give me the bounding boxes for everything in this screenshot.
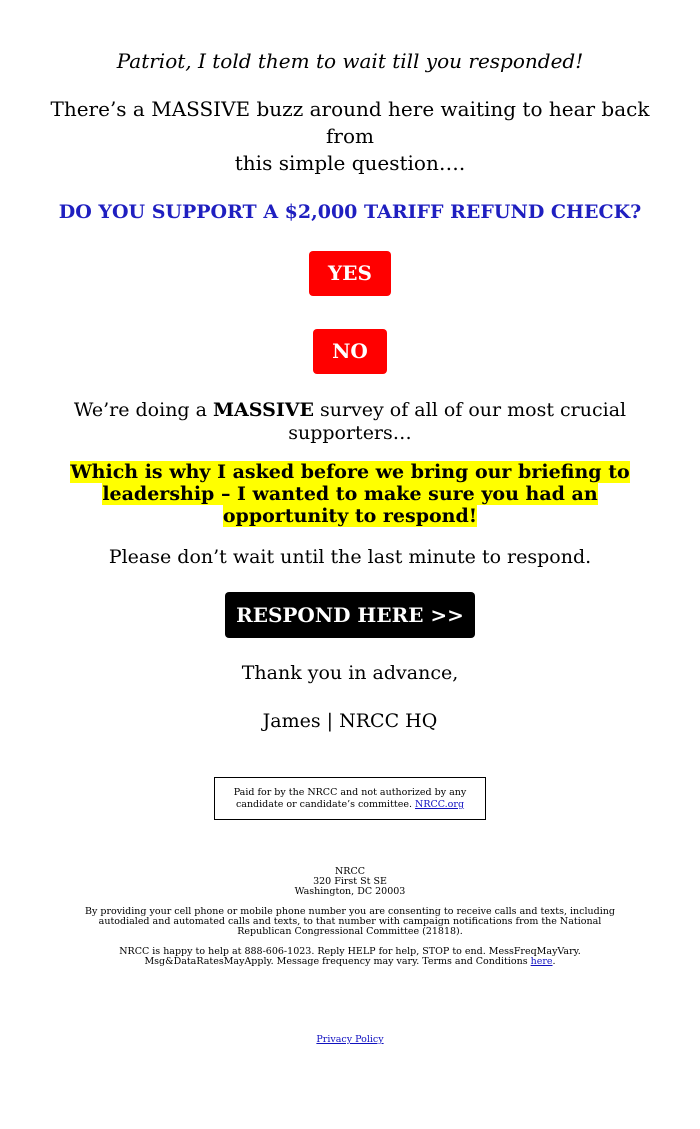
address-name: NRCC bbox=[334, 866, 365, 877]
yes-button-row bbox=[50, 251, 650, 296]
buzz-line-1: There’s a MASSIVE buzz around here waiting to hear back from bbox=[50, 97, 650, 148]
address-street: 320 First St SE bbox=[313, 876, 387, 887]
help-line-2: Msg&DataRatesMayApply. Message frequency may vary. Terms and Conditions bbox=[144, 956, 531, 967]
yes-button[interactable]: YES bbox=[309, 251, 391, 296]
survey-line-2: supporters… bbox=[288, 422, 412, 444]
help-end: . bbox=[552, 956, 556, 967]
survey-paragraph bbox=[50, 399, 650, 445]
respond-here-button[interactable]: RESPOND HERE >> bbox=[225, 592, 475, 638]
disclaimer-line-2: candidate or candidate’s committee. bbox=[235, 799, 415, 810]
respond-button-row bbox=[50, 592, 650, 638]
help-line-1: NRCC is happy to help at 888-606-1023. Reply HELP for help, STOP to end. MessFreqMayVary. bbox=[119, 946, 581, 957]
survey-bold-word: MASSIVE bbox=[213, 399, 314, 421]
highlight-line-2: leadership – I wanted to make sure you had an bbox=[102, 483, 598, 505]
signature: James | NRCC HQ bbox=[262, 710, 438, 732]
disclaimer-line-1: Paid for by the NRCC and not authorized by any bbox=[233, 787, 467, 798]
consent-line-1: By providing your cell phone or mobile phone number you are consenting to receive calls and texts, including bbox=[85, 906, 615, 917]
consent-line-3: Republican Congressional Committee (21818). bbox=[237, 926, 463, 937]
privacy-policy-link[interactable]: Privacy Policy bbox=[316, 1034, 384, 1045]
survey-prefix: We’re doing a bbox=[73, 399, 214, 421]
no-button-row bbox=[50, 329, 650, 374]
email-body bbox=[50, 0, 650, 1046]
consent-line-2: autodialed and automated calls and texts, to that number with campaign notifications from the National bbox=[98, 916, 602, 927]
dont-wait-text: Please don’t wait until the last minute to respond. bbox=[108, 546, 592, 568]
help-text bbox=[50, 947, 650, 967]
terms-here-link[interactable]: here bbox=[530, 956, 553, 967]
highlight-line-1: Which is why I asked before we bring our briefing to bbox=[70, 461, 630, 483]
highlight-line-3: opportunity to respond! bbox=[222, 505, 478, 527]
highlighted-paragraph bbox=[50, 461, 650, 527]
paid-for-disclaimer-box bbox=[214, 777, 486, 820]
buzz-paragraph bbox=[50, 96, 650, 177]
sms-consent-text bbox=[50, 907, 650, 937]
no-button[interactable]: NO bbox=[313, 329, 387, 374]
buzz-line-2: this simple question…. bbox=[234, 151, 466, 175]
nrcc-org-link[interactable]: NRCC.org bbox=[415, 799, 465, 810]
mailing-address bbox=[50, 867, 650, 897]
address-city: Washington, DC 20003 bbox=[294, 886, 406, 897]
survey-suffix: survey of all of our most crucial bbox=[313, 399, 627, 421]
survey-question: DO YOU SUPPORT A $2,000 TARIFF REFUND CHECK? bbox=[58, 201, 642, 223]
thanks-text: Thank you in advance, bbox=[241, 662, 459, 684]
greeting-text: Patriot, I told them to wait till you responded! bbox=[116, 49, 584, 73]
privacy-row bbox=[50, 1034, 650, 1046]
